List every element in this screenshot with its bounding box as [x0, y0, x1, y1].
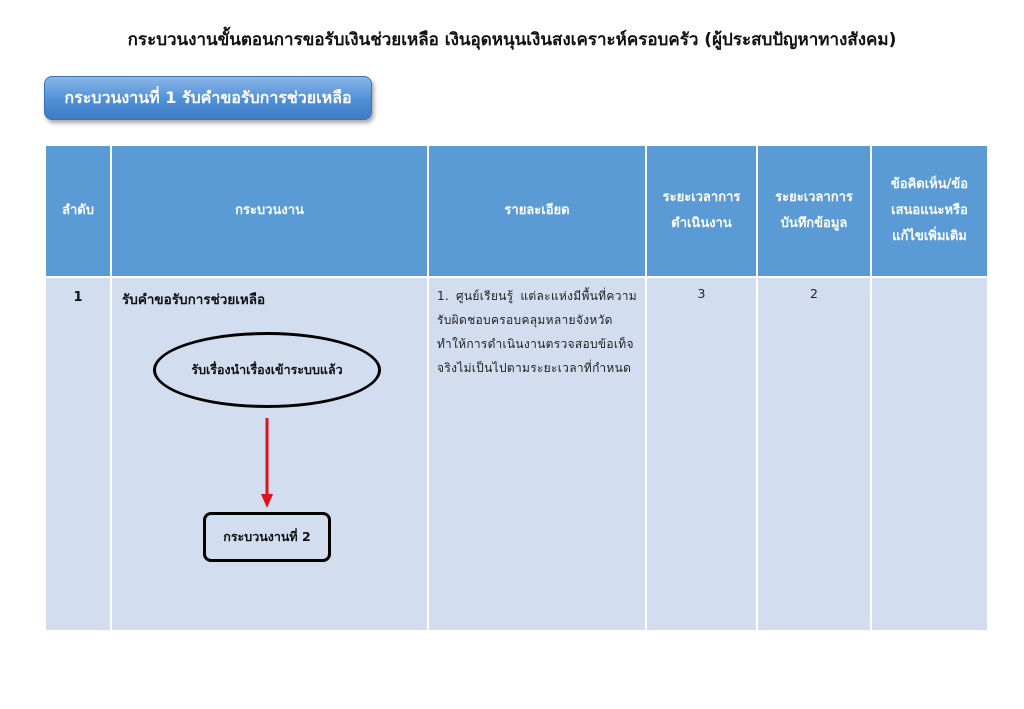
flow-next-box [203, 512, 331, 562]
process-step-label: รับคำขอรับการช่วยเหลือ [122, 292, 266, 308]
header-process: กระบวนงาน [111, 145, 428, 277]
header-no: ลำดับ [45, 145, 111, 277]
header-exec-time: ระยะเวลาการดำเนินงาน [646, 145, 757, 277]
flow-start-ellipse [153, 332, 381, 408]
flow-start-label: รับเรื่องนำเรื่องเข้าระบบแล้ว [191, 362, 343, 377]
document-title: กระบวนงานขั้นตอนการขอรับเงินช่วยเหลือ เงินอุดหนุนเงินสงเคราะห์ครอบครัว (ผู้ประสบปัญหาทางสังคม) [127, 30, 897, 50]
header-comments: ข้อคิดเห็น/ข้อเสนอแนะหรือแก้ไขเพิ่มเติม [871, 145, 988, 277]
cell-exec-time [646, 277, 757, 631]
cell-comments [871, 277, 988, 631]
row-number: 1 [73, 290, 83, 305]
process-table [44, 144, 989, 632]
comments-value [872, 278, 987, 286]
cell-process [111, 277, 428, 631]
exec-time-value: 3 [697, 286, 706, 301]
flow-next-label: กระบวนงานที่ 2 [223, 529, 311, 544]
cell-detail [428, 277, 646, 631]
flow-arrow-down-icon [259, 418, 275, 508]
header-record-time: ระยะเวลาการบันทึกข้อมูล [757, 145, 871, 277]
cell-record-time [757, 277, 871, 631]
detail-text: 1. ศูนย์เรียนรู้ แต่ละแห่งมีพื้นที่ความรับผิดชอบครอบคลุมหลายจังหวัด ทำให้การดำเนินงานตรวจสอบข้อเท็จจริงไม่เป็นไปตามระยะเวลาที่กำหนด [437, 289, 637, 375]
header-detail: รายละเอียด [428, 145, 646, 277]
table-header-row [45, 145, 988, 277]
stage-banner: กระบวนงานที่ 1 รับคำขอรับการช่วยเหลือ [44, 76, 372, 120]
record-time-value: 2 [810, 286, 818, 301]
cell-no [45, 277, 111, 631]
table-row [45, 277, 988, 631]
